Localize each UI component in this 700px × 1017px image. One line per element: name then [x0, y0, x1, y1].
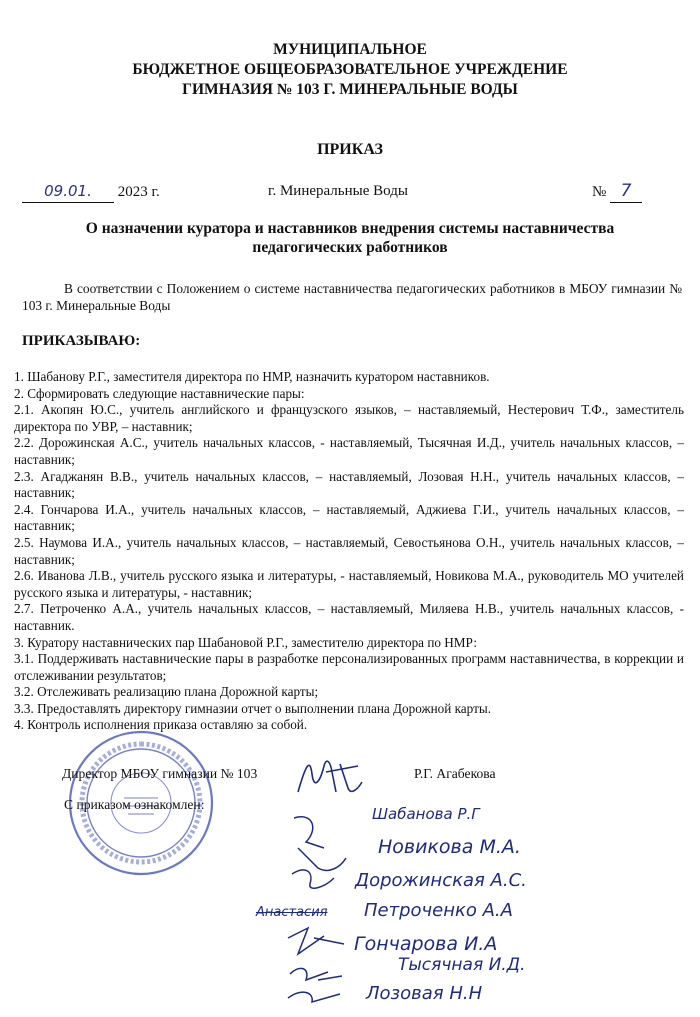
handwritten-signature: Шабанова Р.Г — [372, 805, 480, 823]
handwritten-signature: Петроченко А.А — [364, 900, 513, 921]
date-handwritten: 09.01. — [44, 182, 92, 200]
list-item: 2.4. Гончарова И.А., учитель начальных классов, – наставляемый, Аджиева Г.И., учитель начальных классов, – наставник; — [14, 501, 684, 534]
signature-initials — [284, 808, 354, 1008]
list-item: 2.6. Иванова Л.В., учитель русского языка и литературы, - наставляемый, Новикова М.А., руководитель МО учителей русского языка и литературы, - наставник; — [14, 568, 684, 600]
list-item: 3.3. Предоставлять директору гимназии отчет о выполнении плана Дорожной карты. — [14, 700, 492, 716]
document-subject — [20, 219, 680, 257]
document-city: г. Минеральные Воды — [268, 183, 408, 199]
handwritten-signature: Дорожинская А.С. — [355, 870, 527, 891]
handwritten-signature: Тысячная И.Д. — [398, 955, 526, 975]
director-position: Директор МБОУ гимназии № 103 — [62, 766, 258, 781]
list-item: 2.5. Наумова И.А., учитель начальных классов, – наставляемый, Севостьянова О.Н., учитель начальных классов, – наставник; — [14, 534, 684, 567]
document-title: ПРИКАЗ — [317, 141, 383, 158]
subject-line-1: О назначении куратора и наставников внедрения системы наставничества — [85, 220, 615, 237]
order-heading: ПРИКАЗЫВАЮ: — [22, 333, 141, 349]
order-items — [14, 369, 684, 734]
handwritten-signature: Новикова М.А. — [378, 836, 521, 858]
handwritten-signature: Анастасия — [256, 905, 328, 920]
intro-text: В соответствии с Положением о системе наставничества педагогических работников в МБОУ гимназии № 103 г. Минеральные Воды — [22, 281, 682, 313]
list-item: 2.7. Петроченко А.А., учитель начальных классов, – наставляемый, Миляева Н.В., учитель начальных классов, - наставник. — [14, 601, 684, 633]
list-item: 3. Куратору наставнических пар Шабановой Р.Г., заместителю директора по НМР: — [14, 634, 478, 650]
date-year: 2023 г. — [117, 184, 160, 200]
list-item: 3.2. Отслеживать реализацию плана Дорожной карты; — [14, 684, 319, 700]
org-name-line-3: ГИМНАЗИЯ № 103 Г. МИНЕРАЛЬНЫЕ ВОДЫ — [182, 81, 518, 98]
list-item: 1. Шабанову Р.Г., заместителя директора по НМР, назначить куратором наставников. — [14, 369, 490, 384]
handwritten-signature: Лозовая Н.Н — [366, 983, 483, 1004]
org-name-line-1: МУНИЦИПАЛЬНОЕ — [273, 41, 427, 58]
list-item: 2. Сформировать следующие наставнические пары: — [14, 385, 305, 401]
document-number-field — [592, 181, 642, 203]
number-label: № — [592, 184, 607, 200]
date-field — [22, 181, 160, 203]
director-signature — [292, 752, 366, 800]
list-item: 2.3. Агаджанян В.В., учитель начальных классов, – наставляемый, Лозовая Н.Н., учитель начальных классов, – наставник; — [14, 468, 684, 501]
document-number: 7 — [620, 181, 632, 201]
list-item: 2.2. Дорожинская А.С., учитель начальных классов, - наставляемый, Тысячная И.Д., учитель начальных классов, – наставник; — [14, 435, 684, 467]
acknowledged-label: С приказом ознакомлен: — [64, 797, 205, 812]
list-item: 3.1. Поддерживать наставнические пары в разработке персонализированных программ наставничества, в коррекции и отслеживании результатов; — [14, 651, 684, 683]
org-name-line-2: БЮДЖЕТНОЕ ОБЩЕОБРАЗОВАТЕЛЬНОЕ УЧРЕЖДЕНИЕ — [132, 61, 568, 78]
list-item: 4. Контроль исполнения приказа оставляю за собой. — [14, 717, 308, 733]
subject-line-2: педагогических работников — [252, 239, 448, 256]
handwritten-signature: Гончарова И.А — [354, 933, 498, 955]
list-item: 2.1. Акопян Ю.С., учитель английского и французского языков, – наставляемый, Нестерович Т.Ф., заместитель директора по УВР, – наставник; — [14, 402, 684, 434]
director-name: Р.Г. Агабекова — [414, 766, 496, 781]
intro-paragraph — [22, 280, 682, 314]
